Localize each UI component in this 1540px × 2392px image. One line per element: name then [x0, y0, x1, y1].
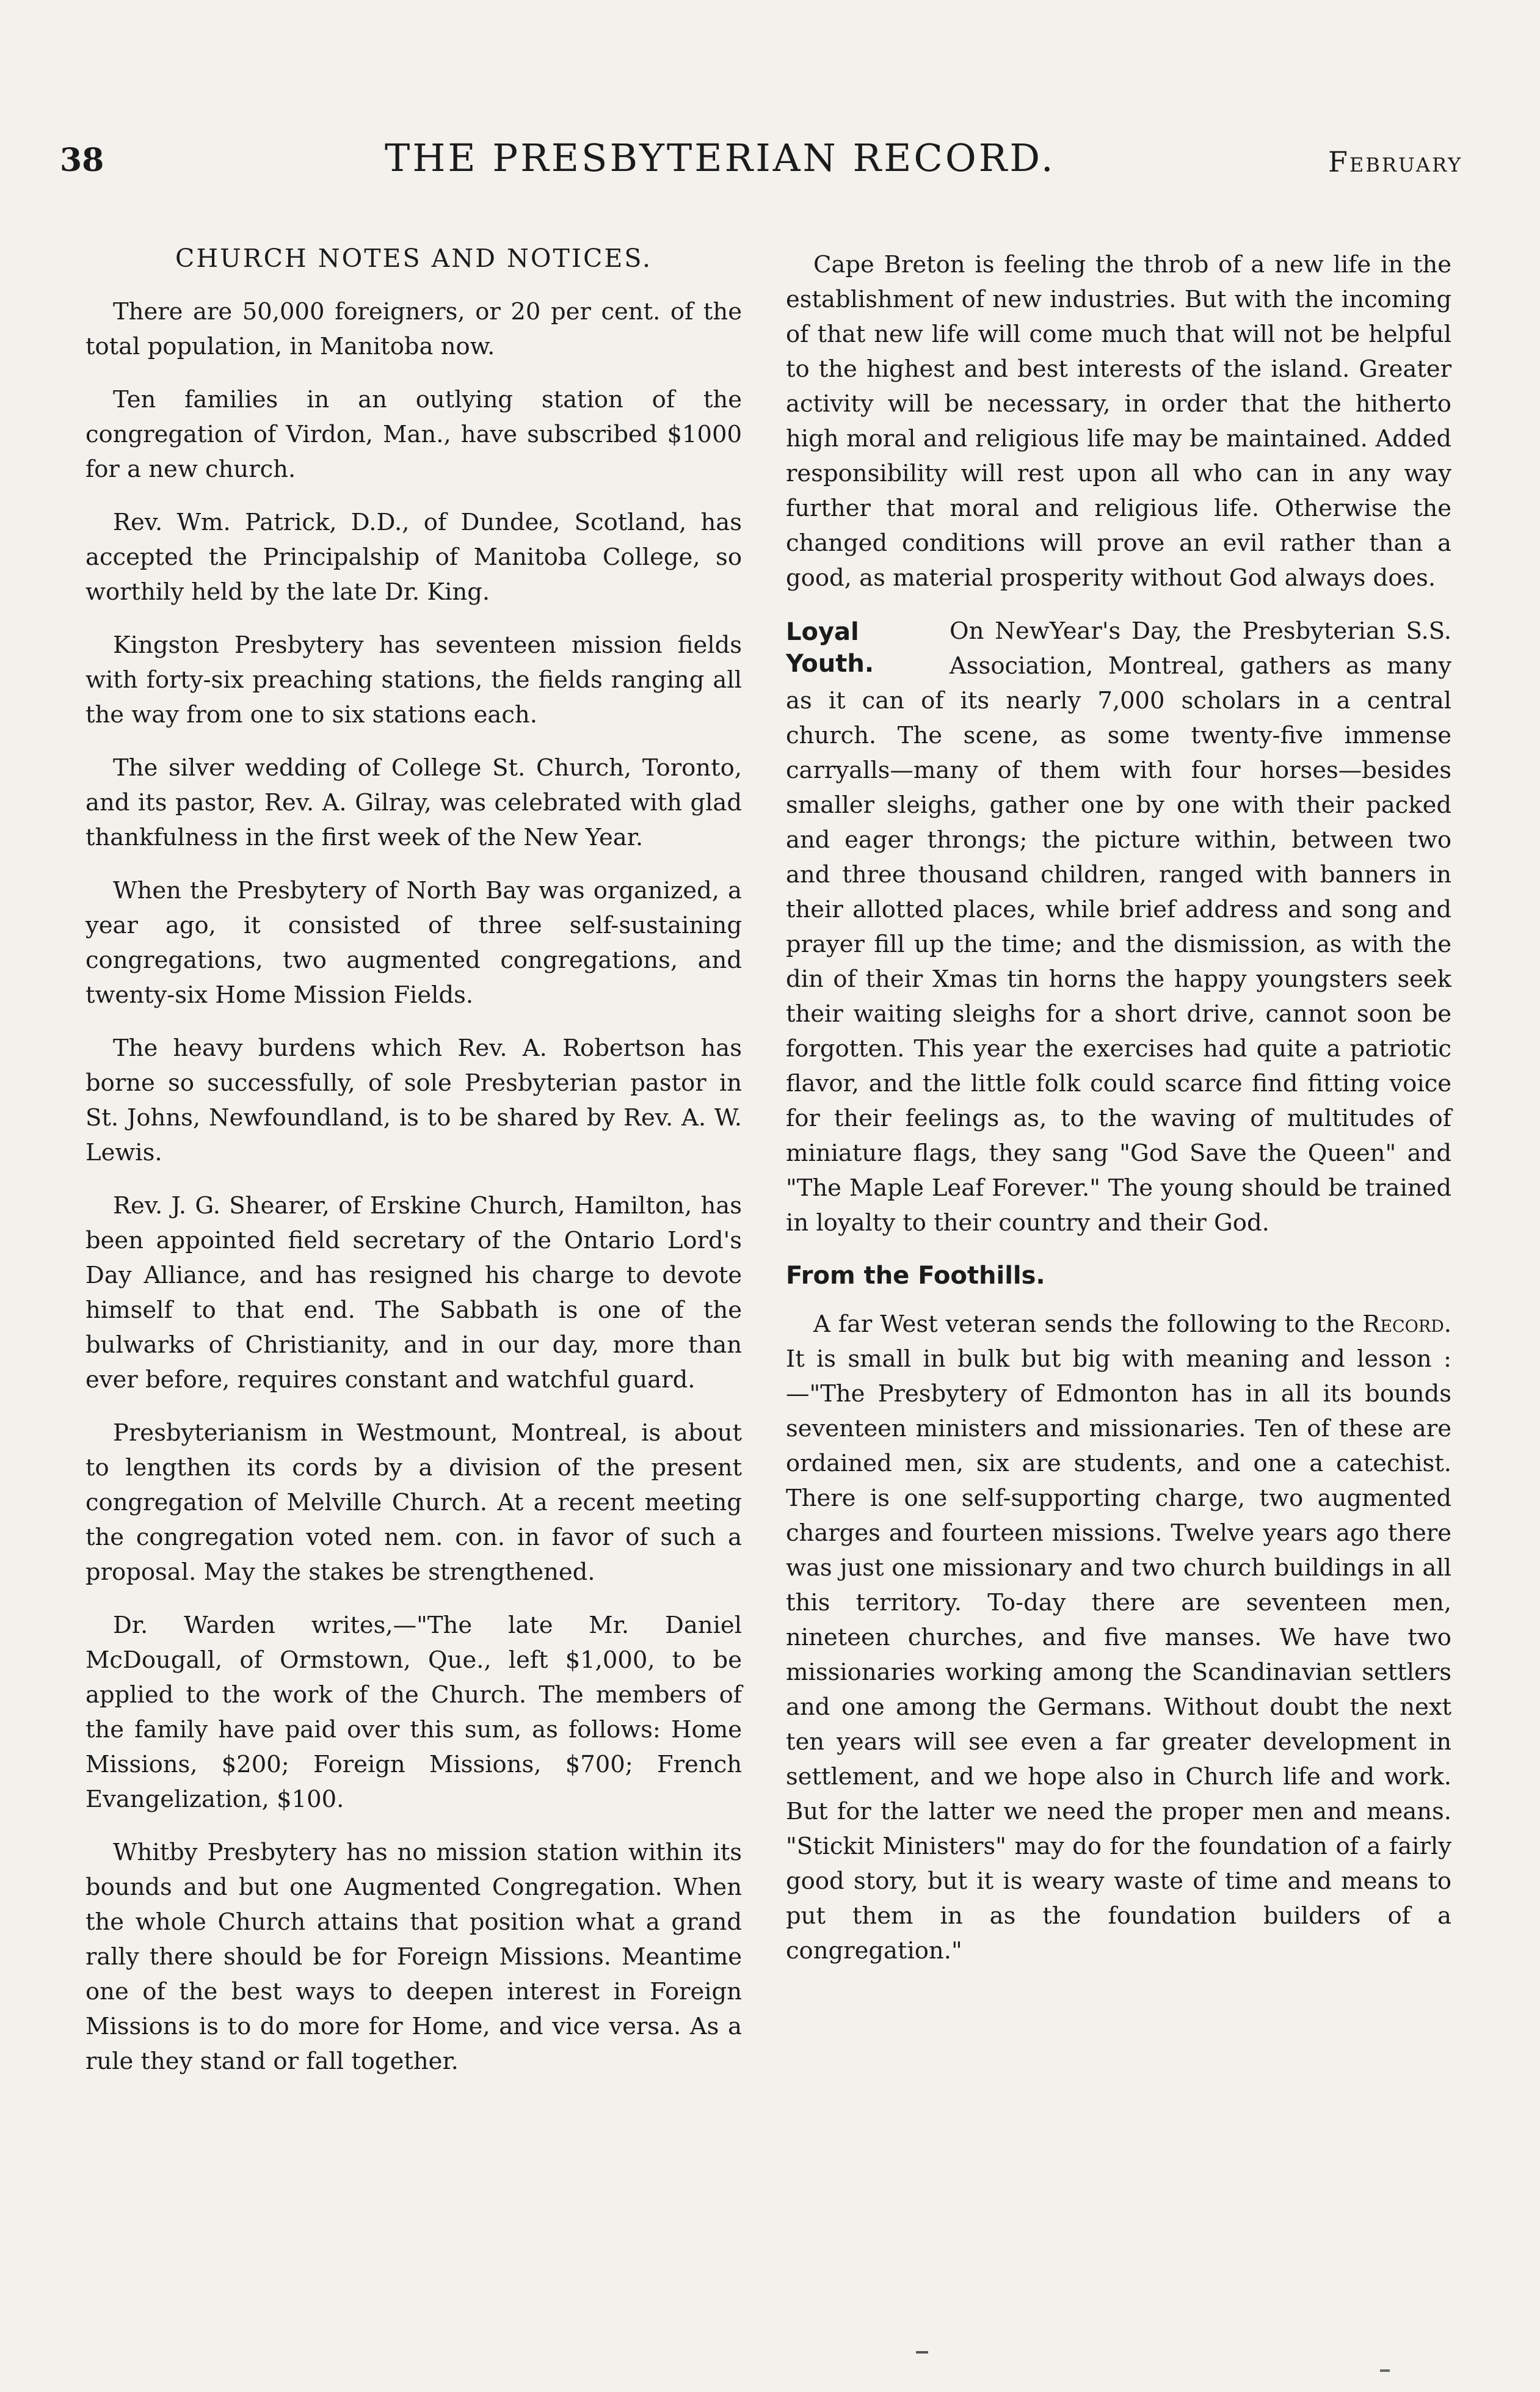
notice-paragraph: Dr. Warden writes,—"The late Mr. Daniel McDougall, of Ormstown, Que., left $1,000, to be applied to the work of the Church. The members of the family have paid over this sum, as follows: Home Missions, $200; Foreign Missions, $700; French Evangelization, $100.	[85, 1612, 742, 1813]
notice-paragraph: When the Presbytery of North Bay was organized, a year ago, it consisted of three self-sustaining congregations, two augmented congregations, and twenty-six Home Mission Fields.	[85, 877, 742, 1009]
foothills-text	[786, 1307, 1451, 1968]
print-artifact	[916, 2351, 928, 2354]
section-title: CHURCH NOTES AND NOTICES.	[175, 244, 652, 273]
notice-paragraph: Whitby Presbytery has no mission station within its bounds and but one Augmented Congregation. When the whole Church attains that position what a grand rally there should be for Foreign Missions. Meantime one of the best ways to deepen interest in Foreign Missions is to do more for Home, and vice versa. As a rule they stand or fall together.	[85, 1839, 742, 2075]
notice-paragraph: There are 50,000 foreigners, or 20 per cent. of the total population, in Manitoba now.	[85, 298, 742, 360]
notice-paragraph: Ten families in an outlying station of the congregation of Virdon, Man., have subscribed $1000 for a new church.	[85, 386, 742, 483]
right-column	[786, 247, 1451, 1987]
notice-paragraph: Presbyterianism in Westmount, Montreal, is about to lengthen its cords by a division of the present congregation of Melville Church. At a recent meeting the congregation voted nem. con. in favor of such a proposal. May the stakes be strengthened.	[85, 1419, 742, 1586]
loyal-youth-heading: Loyal Youth.	[786, 618, 874, 678]
notice-paragraph: Rev. Wm. Patrick, D.D., of Dundee, Scotland, has accepted the Principalship of Manitoba College, so worthily held by the late Dr. King.	[85, 509, 742, 606]
notice-paragraph: The silver wedding of College St. Church, Toronto, and its pastor, Rev. A. Gilray, was celebrated with glad thankfulness in the first week of the New Year.	[85, 754, 742, 851]
cape-breton-paragraph: Cape Breton is feeling the throb of a new life in the establishment of new industries. But with the incoming of that new life will come much that will not be helpful to the highest and best interests of the island. Greater activity will be necessary, in order that the hitherto high moral and religious life may be maintained. Added responsibility will rest upon all who can in any way further that moral and religious life. Otherwise the changed conditions will prove an evil rather than a good, as material prosperity without God always does.	[786, 251, 1451, 592]
running-month: February	[1328, 145, 1463, 178]
record-word: Record.	[1362, 1311, 1451, 1338]
notice-paragraph: Kingston Presbytery has seventeen mission fields with forty-six preaching stations, the fields ranging all the way from one to six stations each.	[85, 631, 742, 729]
foothills-heading: From the Foothills.	[786, 1262, 1045, 1290]
left-column	[85, 241, 742, 2097]
print-artifact	[1380, 2369, 1390, 2372]
foothills-body: It is small in bulk but big with meaning and lesson :—"The Presbytery of Edmonton has in all its bounds seventeen ministers and missionaries. Ten of these are ordained men, six are students, and one a catechist. There is one self-supporting charge, two augmented charges and fourteen missions. Twelve years ago there was just one missionary and two church buildings in all this territory. To-day there are seventeen men, nineteen churches, and five manses. We have two missionaries working among the Scandinavian settlers and one among the Germans. Without doubt the next ten years will see even a far greater development in settlement, and we hope also in Church life and work. But for the latter we need the proper men and means. "Stickit Ministers" may do for the foundation of a fairly good story, but it is weary waste of time and means to put them in as the foundation builders of a congregation."	[786, 1345, 1451, 1965]
foothills-intro: A far West veteran sends the following to the	[813, 1311, 1355, 1338]
notice-paragraph: The heavy burdens which Rev. A. Robertson has borne so successfully, of sole Presbyterian pastor in St. Johns, Newfoundland, is to be shared by Rev. A. W. Lewis.	[85, 1034, 742, 1166]
running-title: THE PRESBYTERIAN RECORD.	[385, 136, 1056, 180]
loyal-youth-article	[786, 614, 1451, 1240]
loyal-youth-text: On NewYear's Day, the Presbyterian S.S. Association, Montreal, gathers as many as it can of its nearly 7,000 scholars in a central church. The scene, as some twenty-five immense carryalls—many of them with four horses—besides smaller sleighs, gather one by one with their packed and eager throngs; the picture within, between two and three thousand children, ranged with banners in their allotted places, while brief address and song and prayer fill up the time; and the dismission, as with the din of their Xmas tin horns the happy youngsters seek their waiting sleighs for a short drive, cannot soon be forgotten. This year the exercises had quite a patriotic flavor, and the little folk could scarce find fitting voice for their feelings as, to the waving of multitudes of miniature flags, they sang "God Save the Queen" and "The Maple Leaf Forever." The young should be trained in loyalty to their country and their God.	[786, 617, 1451, 1237]
notice-paragraph: Rev. J. G. Shearer, of Erskine Church, Hamilton, has been appointed field secretary of the Ontario Lord's Day Alliance, and has resigned his charge to devote himself to that end. The Sabbath is one of the bulwarks of Christianity, and in our day, more than ever before, requires constant and watchful guard.	[85, 1192, 742, 1394]
page-number: 38	[60, 142, 104, 179]
